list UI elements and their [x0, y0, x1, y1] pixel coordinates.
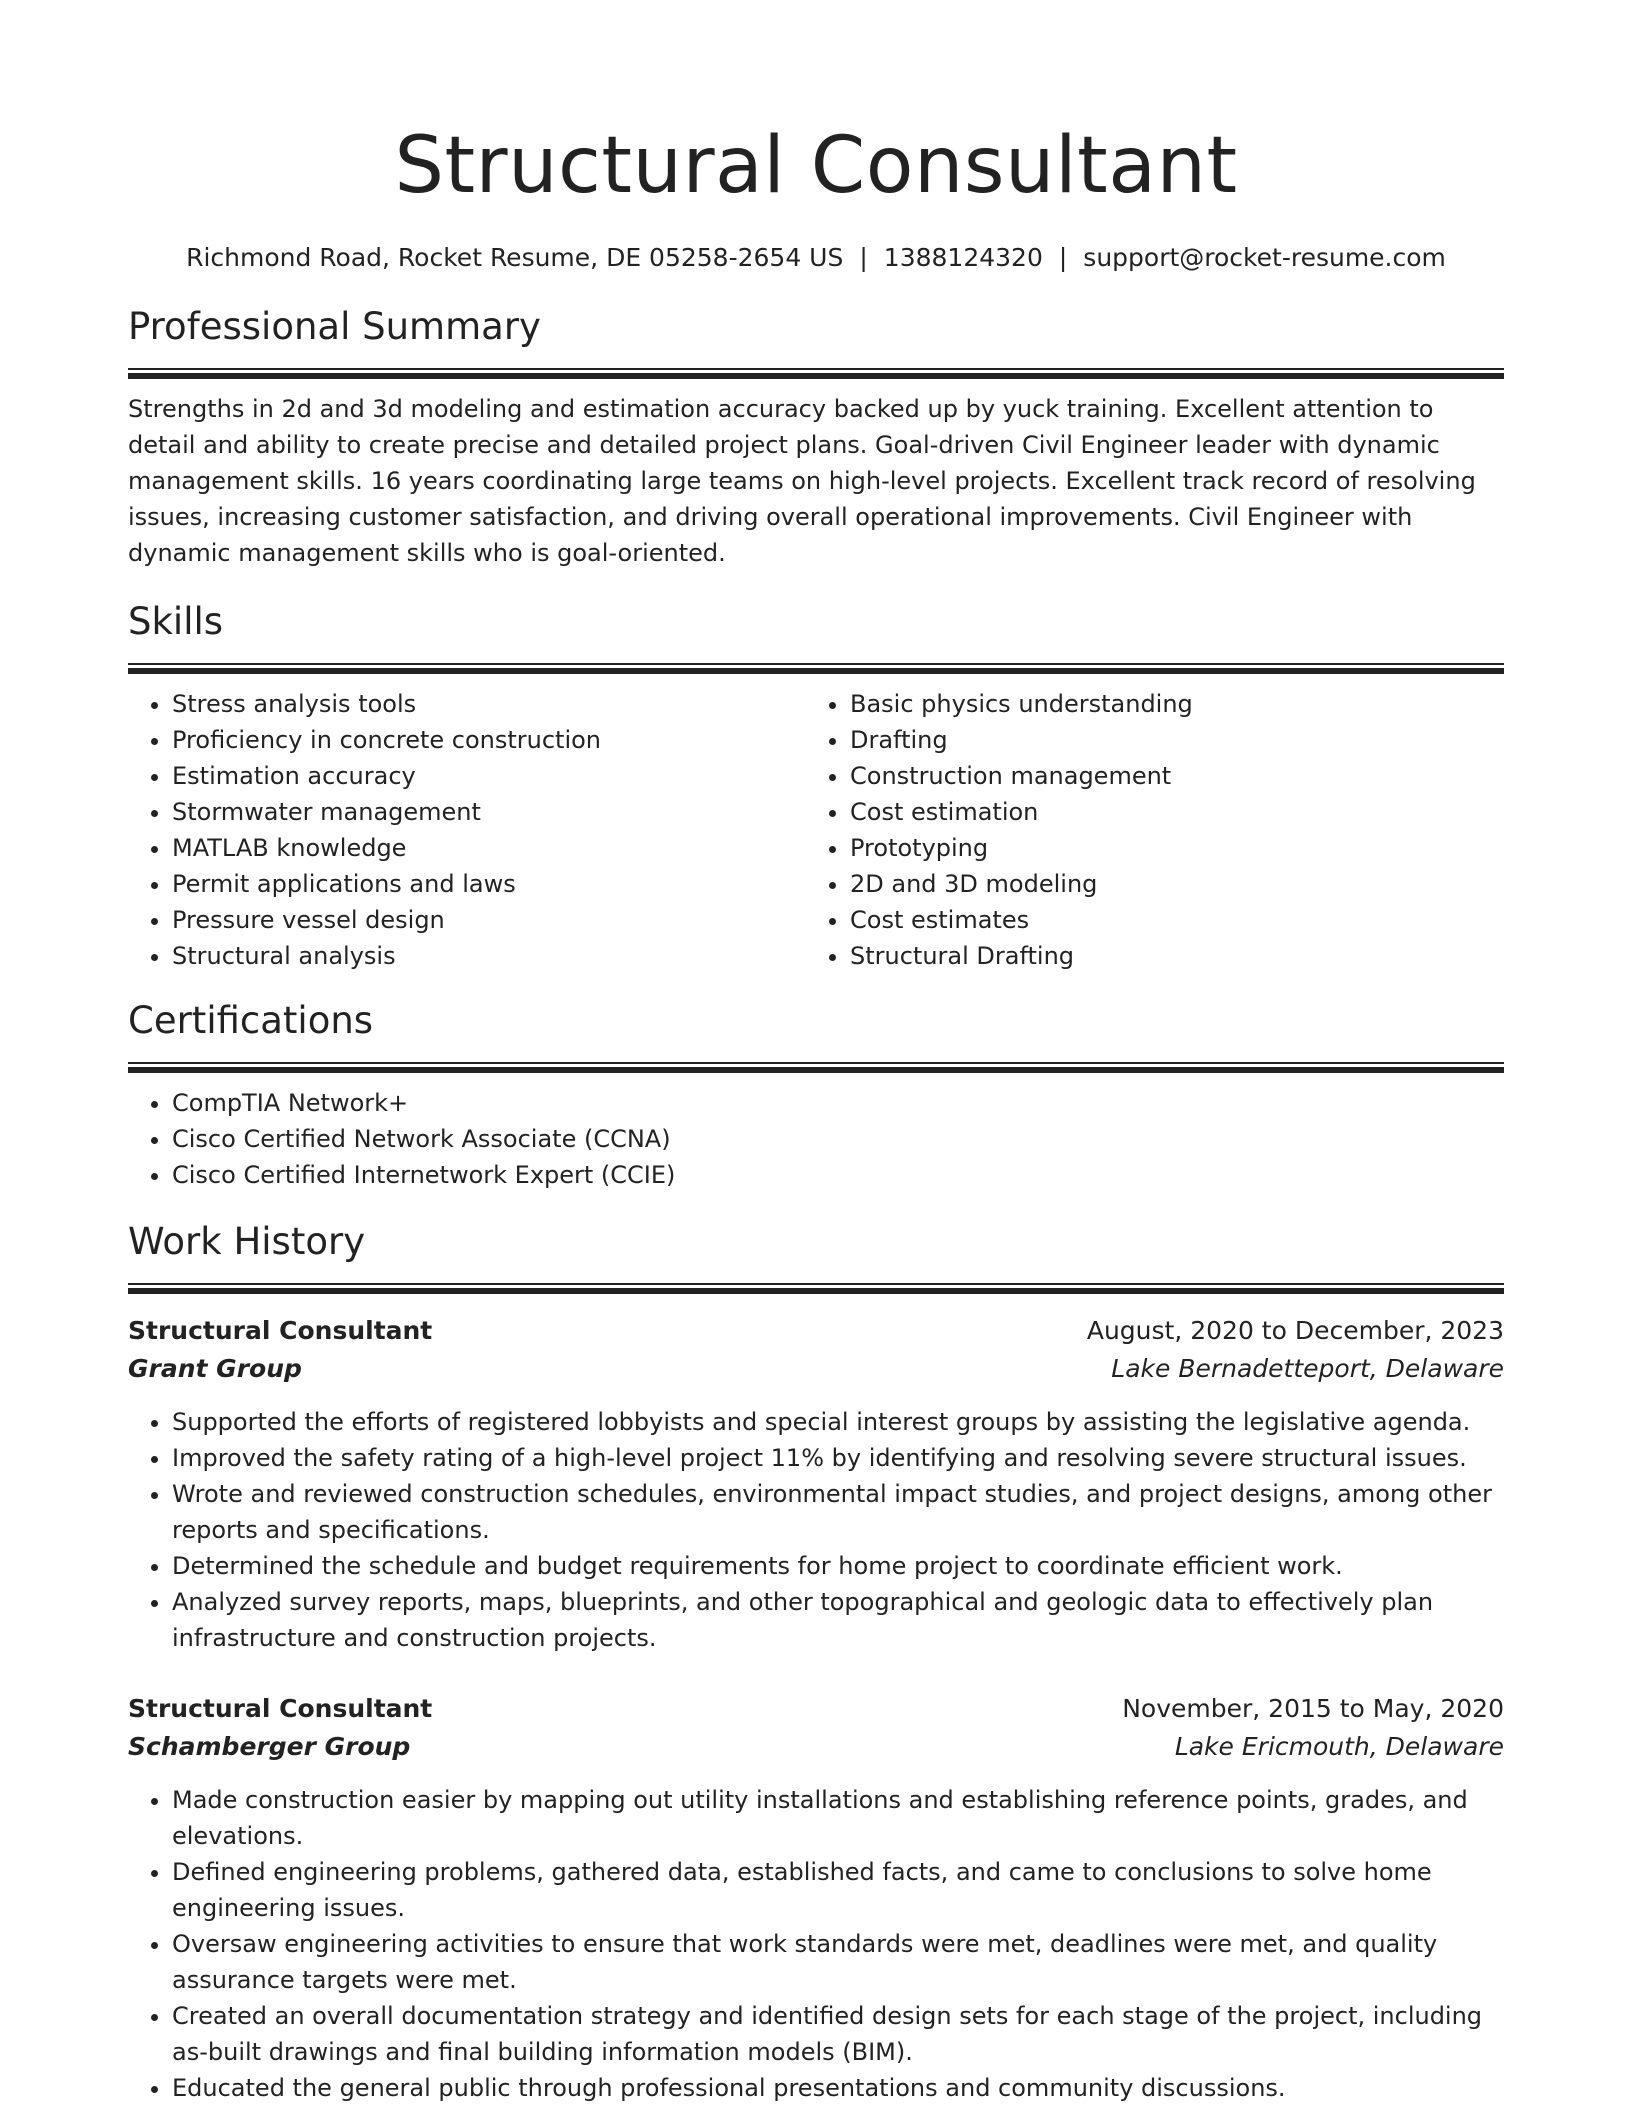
job-bullet: • Oversaw engineering activities to ensure that work standards were met, deadlines were met, and quality assurance targets were met. [172, 1926, 1504, 1998]
section-title-certifications: Certifications [128, 999, 374, 1042]
job-company-row [128, 1350, 1504, 1388]
certifications-section [128, 996, 1504, 1193]
job-bullet: • Determined the schedule and budget requirements for home project to coordinate efficient work. [172, 1548, 1504, 1584]
section-title-skills: Skills [128, 600, 224, 643]
resume-name: Structural Consultant [394, 121, 1238, 211]
skill-item: • Stormwater management [172, 794, 806, 830]
contact-address: Richmond Road, Rocket Resume, DE 05258-2654 US [186, 243, 844, 272]
work-history-section [128, 1217, 1504, 2106]
certification-item: • CompTIA Network+ [172, 1085, 1504, 1121]
skills-list-right [806, 686, 1484, 974]
certifications-list [128, 1085, 1504, 1193]
professional-summary-section [128, 302, 1504, 571]
job-title: Structural Consultant [128, 1694, 433, 1723]
section-divider [128, 368, 1504, 379]
skill-item: • Stress analysis tools [172, 686, 806, 722]
section-divider [128, 1062, 1504, 1073]
skill-item: • Basic physics understanding [850, 686, 1484, 722]
job-header-row [128, 1690, 1504, 1728]
job-bullet: • Wrote and reviewed construction schedules, environmental impact studies, and project designs, among other reports and specifications. [172, 1476, 1504, 1548]
contact-email: support@rocket-resume.com [1083, 243, 1446, 272]
job-location: Lake Ericmouth, Delaware [1174, 1732, 1504, 1761]
contact-separator: | [859, 243, 868, 272]
section-divider [128, 663, 1504, 674]
job-location: Lake Bernadetteport, Delaware [1111, 1354, 1504, 1383]
job-company-row [128, 1728, 1504, 1766]
skill-item: • Structural analysis [172, 938, 806, 974]
skill-item: • Proficiency in concrete construction [172, 722, 806, 758]
skill-item: • Permit applications and laws [172, 866, 806, 902]
summary-text: Strengths in 2d and 3d modeling and estimation accuracy backed up by yuck training. Excellent attention to detail and ability to create precise and detailed project plans. Goal-driven Civil Engineer leader with dynamic management skills. 16 years coordinating large teams on high-level projects. Excellent track record of resolving issues, increasing customer satisfaction, and driving overall operational improvements. Civil Engineer with dynamic management skills who is goal-oriented. [128, 395, 1476, 567]
job-entry [128, 1312, 1504, 1656]
skill-item: • Cost estimates [850, 902, 1484, 938]
skills-column-right [806, 686, 1484, 974]
skills-list-left [128, 686, 806, 974]
section-title-summary: Professional Summary [128, 305, 541, 348]
skill-item: • Structural Drafting [850, 938, 1484, 974]
skill-item: • Drafting [850, 722, 1484, 758]
job-bullet: • Improved the safety rating of a high-level project 11% by identifying and resolving severe structural issues. [172, 1440, 1504, 1476]
skill-item: • 2D and 3D modeling [850, 866, 1484, 902]
contact-phone: 1388124320 [883, 243, 1043, 272]
job-bullet-list [128, 1782, 1504, 2106]
contact-separator: | [1058, 243, 1068, 272]
skills-section [128, 597, 1504, 974]
skills-column-left [128, 686, 806, 974]
job-company: Grant Group [128, 1354, 302, 1383]
skill-item: • Cost estimation [850, 794, 1484, 830]
job-bullet: • Analyzed survey reports, maps, blueprints, and other topographical and geologic data to effectively plan infrastructure and construction projects. [172, 1584, 1504, 1656]
section-divider [128, 1283, 1504, 1294]
job-entry [128, 1690, 1504, 2106]
skill-item: • Construction management [850, 758, 1484, 794]
job-header-row [128, 1312, 1504, 1350]
skill-item: • Prototyping [850, 830, 1484, 866]
certification-item: • Cisco Certified Internetwork Expert (CCIE) [172, 1157, 1504, 1193]
job-bullet: • Educated the general public through professional presentations and community discussions. [172, 2070, 1504, 2106]
job-bullet: • Created an overall documentation strategy and identified design sets for each stage of the project, including as-built drawings and final building information models (BIM). [172, 1998, 1504, 2070]
skill-item: • Estimation accuracy [172, 758, 806, 794]
skills-grid [128, 686, 1504, 974]
job-company: Schamberger Group [128, 1732, 411, 1761]
certification-item: • Cisco Certified Network Associate (CCNA) [172, 1121, 1504, 1157]
skill-item: • MATLAB knowledge [172, 830, 806, 866]
job-bullet: • Made construction easier by mapping out utility installations and establishing reference points, grades, and elevations. [172, 1782, 1504, 1854]
resume-page [128, 0, 1504, 2106]
job-dates: August, 2020 to December, 2023 [1086, 1316, 1504, 1345]
contact-line [128, 240, 1504, 276]
job-bullet: • Supported the efforts of registered lobbyists and special interest groups by assisting the legislative agenda. [172, 1404, 1504, 1440]
skill-item: • Pressure vessel design [172, 902, 806, 938]
job-bullet-list [128, 1404, 1504, 1656]
job-dates: November, 2015 to May, 2020 [1122, 1694, 1504, 1723]
job-bullet: • Defined engineering problems, gathered data, established facts, and came to conclusions to solve home engineering issues. [172, 1854, 1504, 1926]
section-title-work-history: Work History [128, 1220, 366, 1263]
job-title: Structural Consultant [128, 1316, 433, 1345]
